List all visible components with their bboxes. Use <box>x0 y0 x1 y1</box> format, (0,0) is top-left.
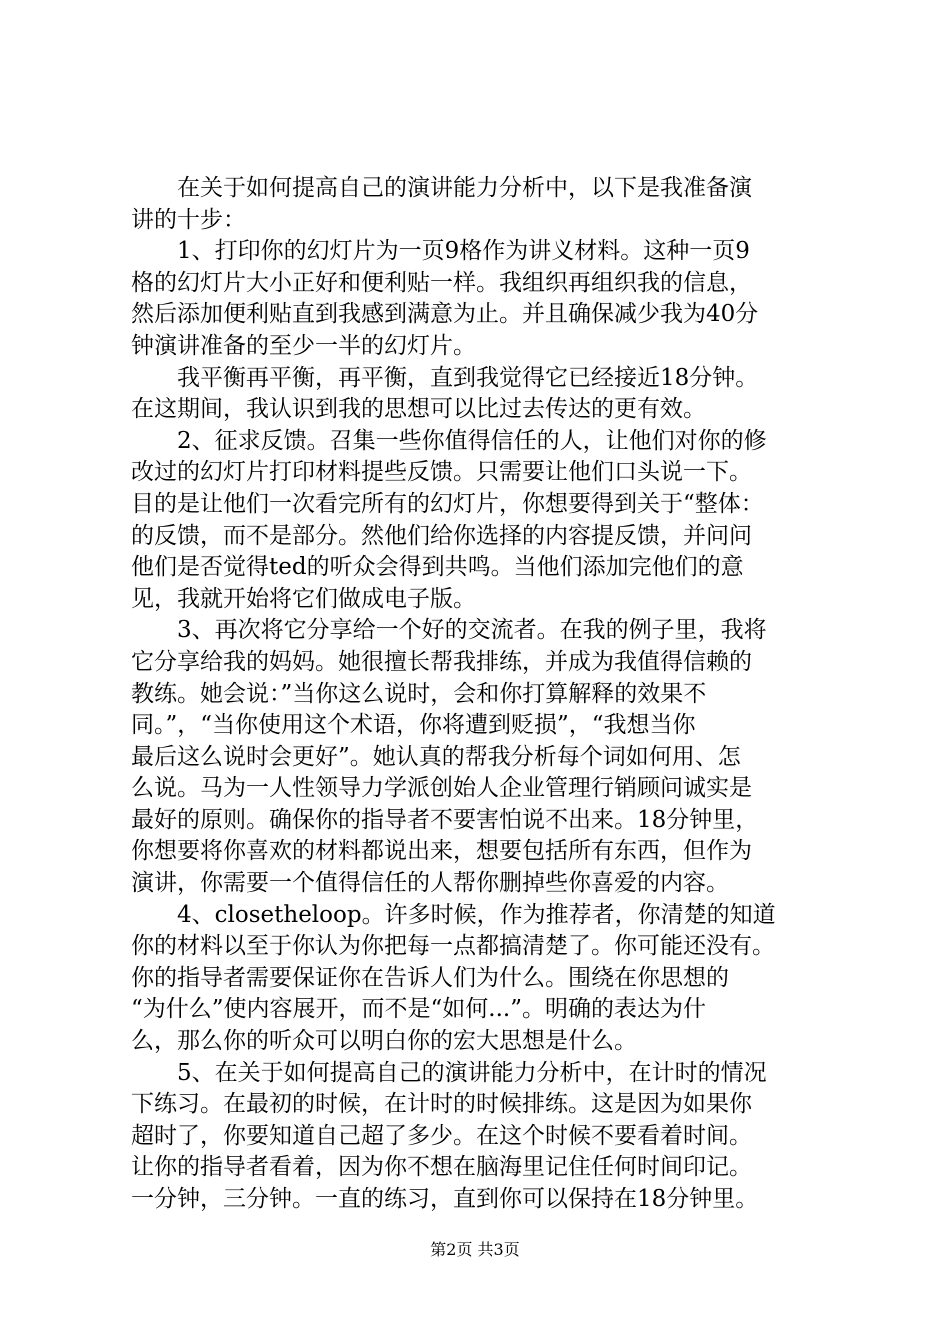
text-line: 钟演讲准备的至少一半的幻灯片。 <box>131 332 476 359</box>
text-line: 见，我就开始将它们做成电子版。 <box>131 585 476 612</box>
text-line: “为什么”使内容展开，而不是“如何...”。明确的表达为什 <box>131 996 706 1023</box>
text-line: 2、征求反馈。召集一些你值得信任的人，让他们对你的修 <box>131 427 767 454</box>
text-line: 我平衡再平衡，再平衡，直到我觉得它已经接近18分钟。 <box>131 364 759 391</box>
text-line: 你想要将你喜欢的材料都说出来，想要包括所有东西，但作为 <box>131 838 752 865</box>
text-line: 改过的幻灯片打印材料提些反馈。只需要让他们口头说一下。 <box>131 459 752 486</box>
text-line: 同。”，“当你使用这个术语，你将遭到贬损”，“我想当你 <box>131 712 696 739</box>
text-line: 你的指导者需要保证你在告诉人们为什么。围绕在你思想的 <box>131 964 729 991</box>
text-line: 5、在关于如何提高自己的演讲能力分析中，在计时的情况 <box>131 1059 767 1086</box>
text-line: 下练习。在最初的时候，在计时的时候排练。这是因为如果你 <box>131 1091 752 1118</box>
text-line: 一分钟，三分钟。一直的练习，直到你可以保持在18分钟里。 <box>131 1186 759 1212</box>
text-line: 超时了，你要知道自己超了多少。在这个时候不要看着时间。 <box>131 1122 752 1149</box>
text-line: 你的材料以至于你认为你把每一点都搞清楚了。你可能还没有。 <box>131 933 775 960</box>
text-line: 的反馈，而不是部分。然他们给你选择的内容提反馈，并问问 <box>131 522 752 549</box>
text-line: 最好的原则。确保你的指导者不要害怕说不出来。18分钟里， <box>131 806 759 833</box>
text-line: 在关于如何提高自己的演讲能力分析中，以下是我准备演 <box>131 175 752 201</box>
page-footer: 第2页 共3页 <box>430 1240 520 1259</box>
text-line: 目的是让他们一次看完所有的幻灯片，你想要得到关于“整体： <box>131 490 764 517</box>
text-line: 么，那么你的听众可以明白你的宏大思想是什么。 <box>131 1028 637 1055</box>
text-line: 他们是否觉得ted的听众会得到共鸣。当他们添加完他们的意 <box>131 554 744 581</box>
text-line: 教练。她会说：”当你这么说时，会和你打算解释的效果不 <box>131 680 707 707</box>
text-line: 1、打印你的幻灯片为一页9格作为讲义材料。这种一页9 <box>131 238 750 265</box>
text-line: 讲的十步： <box>131 206 246 233</box>
text-line: 4、closetheloop。许多时候，作为推荐者，你清楚的知道 <box>131 901 776 928</box>
text-line: 3、再次将它分享给一个好的交流者。在我的例子里，我将 <box>131 617 767 644</box>
text-line: 格的幻灯片大小正好和便利贴一样。我组织再组织我的信息， <box>131 269 752 296</box>
text-line: 演讲，你需要一个值得信任的人帮你删掉些你喜爱的内容。 <box>131 870 729 897</box>
text-line: 它分享给我的妈妈。她很擅长帮我排练，并成为我值得信赖的 <box>131 648 752 675</box>
text-line: 最后这么说时会更好”。她认真的帮我分析每个词如何用、怎 <box>131 743 741 770</box>
text-line: 在这期间，我认识到我的思想可以比过去传达的更有效。 <box>131 396 706 423</box>
body-text <box>131 173 831 1216</box>
text-line: 让你的指导者看着，因为你不想在脑海里记住任何时间印记。 <box>131 1154 752 1181</box>
text-line: 么说。马为一人性领导力学派创始人企业管理行销顾问诚实是 <box>131 775 752 802</box>
text-line: 然后添加便利贴直到我感到满意为止。并且确保减少我为40分 <box>131 301 759 328</box>
